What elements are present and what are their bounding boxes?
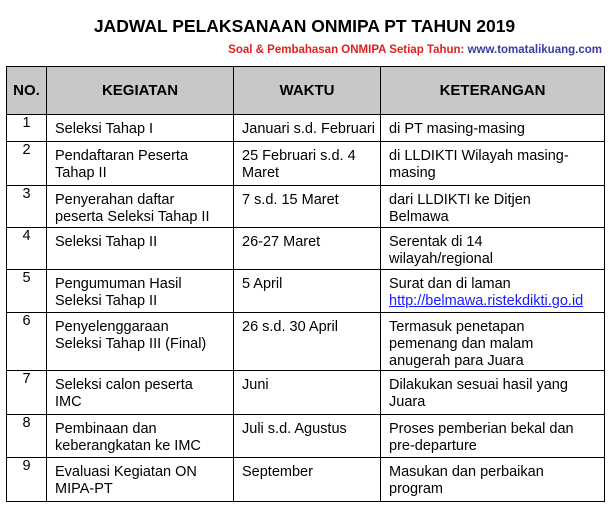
cell-no-text: 3: [22, 186, 31, 202]
cell-keterangan-text: Surat dan di laman: [389, 276, 511, 292]
schedule-table: [6, 66, 605, 502]
belmawa-link[interactable]: http://belmawa.ristekdikti.go.id: [389, 293, 584, 309]
cell-waktu: [234, 115, 381, 142]
cell-kegiatan: [47, 415, 234, 458]
header-waktu: WAKTU: [234, 67, 381, 115]
cell-kegiatan-text: Pengumuman Hasil Seleksi Tahap II: [55, 276, 182, 309]
cell-kegiatan: [47, 371, 234, 415]
table-row: [7, 458, 605, 502]
cell-waktu-text: 26-27 Maret: [242, 234, 321, 250]
cell-waktu: [234, 371, 381, 415]
cell-keterangan: [381, 142, 605, 186]
cell-waktu-text: 5 April: [242, 276, 283, 292]
cell-keterangan: [381, 186, 605, 228]
table-row: [7, 371, 605, 415]
cell-kegiatan-text: Evaluasi Kegiatan ON MIPA-PT: [55, 464, 197, 497]
cell-no-text: 5: [22, 270, 31, 286]
table-row: [7, 270, 605, 313]
cell-no-text: 7: [22, 371, 31, 387]
cell-keterangan-text: Termasuk penetapan pemenang dan malam anugerah para Juara: [389, 319, 534, 369]
cell-keterangan-text: Serentak di 14 wilayah/regional: [389, 234, 493, 267]
cell-waktu-text: September: [242, 464, 313, 480]
cell-waktu: [234, 228, 381, 270]
cell-no-text: 2: [22, 142, 31, 158]
cell-no: [7, 371, 47, 415]
cell-waktu: [234, 313, 381, 371]
cell-no-text: 6: [22, 313, 31, 329]
cell-kegiatan: [47, 228, 234, 270]
cell-keterangan-text: dari LLDIKTI ke Ditjen Belmawa: [389, 192, 531, 225]
cell-no-text: 1: [22, 115, 31, 131]
subtitle: [228, 44, 602, 56]
cell-kegiatan: [47, 270, 234, 313]
cell-no-text: 4: [22, 228, 31, 244]
cell-kegiatan: [47, 115, 234, 142]
cell-no-text: 9: [22, 458, 31, 474]
cell-waktu: [234, 270, 381, 313]
cell-keterangan-text: Masukan dan perbaikan program: [389, 464, 544, 497]
cell-kegiatan-text: Seleksi Tahap II: [55, 234, 158, 250]
cell-keterangan: [381, 270, 605, 313]
cell-no: [7, 228, 47, 270]
cell-keterangan: [381, 115, 605, 142]
table-body: [7, 115, 605, 502]
table-header-row: [7, 67, 605, 115]
cell-kegiatan-text: Penyelenggaraan Seleksi Tahap III (Final): [55, 319, 207, 352]
table-row: [7, 115, 605, 142]
cell-keterangan-text: Proses pemberian bekal dan pre-departure: [389, 421, 574, 454]
subtitle-text: Soal & Pembahasan ONMIPA Setiap Tahun:: [228, 44, 465, 56]
cell-keterangan-text: di PT masing-masing: [389, 121, 525, 137]
cell-no: [7, 186, 47, 228]
cell-keterangan: [381, 228, 605, 270]
header-keterangan: KETERANGAN: [381, 67, 605, 115]
table-row: [7, 142, 605, 186]
cell-kegiatan-text: Seleksi calon peserta IMC: [55, 377, 193, 410]
cell-waktu-text: 26 s.d. 30 April: [242, 319, 338, 335]
cell-kegiatan: [47, 458, 234, 502]
header-kegiatan: KEGIATAN: [47, 67, 234, 115]
page-title: JADWAL PELAKSANAAN ONMIPA PT TAHUN 2019: [93, 16, 516, 36]
cell-keterangan-text: Dilakukan sesuai hasil yang Juara: [389, 377, 568, 410]
cell-waktu: [234, 142, 381, 186]
table-row: [7, 228, 605, 270]
cell-kegiatan: [47, 313, 234, 371]
cell-no: [7, 142, 47, 186]
cell-waktu: [234, 415, 381, 458]
cell-no: [7, 115, 47, 142]
cell-no-text: 8: [22, 415, 31, 431]
cell-no: [7, 313, 47, 371]
cell-kegiatan-text: Pendaftaran Peserta Tahap II: [55, 148, 189, 181]
cell-kegiatan-text: Seleksi Tahap I: [55, 121, 154, 137]
cell-waktu-text: Juni: [242, 377, 269, 393]
cell-no: [7, 270, 47, 313]
cell-kegiatan-text: Pembinaan dan keberangkatan ke IMC: [55, 421, 201, 454]
cell-keterangan: [381, 415, 605, 458]
cell-keterangan-text: di LLDIKTI Wilayah masing- masing: [389, 148, 569, 181]
table-row: [7, 186, 605, 228]
cell-no: [7, 458, 47, 502]
site-url: www.tomatalikuang.com: [467, 44, 602, 56]
cell-keterangan: [381, 458, 605, 502]
cell-waktu-text: Juli s.d. Agustus: [242, 421, 347, 437]
table-row: [7, 415, 605, 458]
cell-kegiatan: [47, 142, 234, 186]
cell-waktu: [234, 458, 381, 502]
cell-no: [7, 415, 47, 458]
cell-keterangan: [381, 371, 605, 415]
cell-waktu-text: Januari s.d. Februari: [242, 121, 375, 137]
header-no: NO.: [7, 67, 47, 115]
table-row: [7, 313, 605, 371]
cell-kegiatan-text: Penyerahan daftar peserta Seleksi Tahap II: [55, 192, 210, 225]
cell-waktu: [234, 186, 381, 228]
cell-waktu-text: 7 s.d. 15 Maret: [242, 192, 339, 208]
cell-kegiatan: [47, 186, 234, 228]
cell-keterangan: [381, 313, 605, 371]
cell-waktu-text: 25 Februari s.d. 4 Maret: [242, 148, 356, 181]
